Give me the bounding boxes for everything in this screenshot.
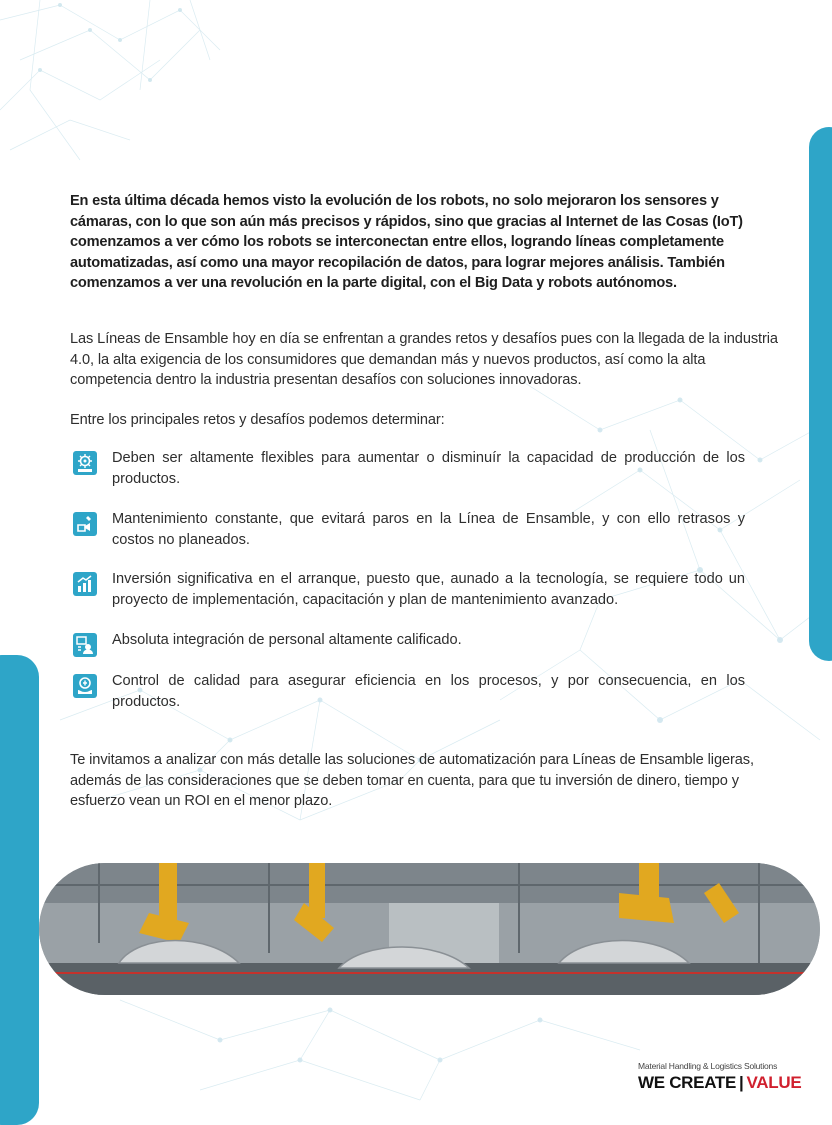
logo-tagline: Material Handling & Logistics Solutions xyxy=(638,1061,778,1071)
robots-illustration xyxy=(39,863,820,995)
logo-we-create: WE CREATE xyxy=(638,1073,737,1092)
qualified-personnel-icon xyxy=(73,633,97,657)
intro-paragraph: En esta última década hemos visto la evolución de los robots, no solo mejoraron los sensores y cámaras, con lo que son aún más precisos y rápidos, sino que gracias al Internet de las Cosas (IoT) comenzamos a ver cómo los robots se interconectan entre ellos, logrando líneas completamente automatizadas, así como una mayor recopilación de datos, para lograr mejores análisis. También comenzamos a ver una revolución en la parte digital, con el Big Data y robots autónomos. xyxy=(70,193,743,291)
maintenance-wrench-icon xyxy=(73,512,97,536)
challenge-text: Mantenimiento constante, que evitará paros en la Línea de Ensamble, y con ello retrasos y costos no planeados. xyxy=(112,511,745,548)
logo-wordmark xyxy=(638,1073,808,1093)
logo-value: VALUE xyxy=(746,1073,802,1092)
company-logo xyxy=(638,1061,808,1097)
closing-paragraph: Te invitamos a analizar con más detalle las soluciones de automatización para Líneas de Ensamble ligeras, además de las consideraciones que se deben tomar en cuenta, para que tu inversión de dinero, tiempo y esfuerzo vean un ROI en el menor plazo. xyxy=(70,752,754,809)
assembly-line-robots-photo xyxy=(39,863,820,995)
investment-chart-icon xyxy=(73,572,97,596)
right-side-accent-tab xyxy=(809,127,832,661)
logo-separator: | xyxy=(739,1073,744,1092)
challenge-text: Inversión significativa en el arranque, puesto que, aunado a la tecnología, se requiere todo un proyecto de implementación, capacitación y plan de mantenimiento avanzado. xyxy=(112,571,745,608)
quality-control-icon xyxy=(73,674,97,698)
challenge-text: Control de calidad para asegurar eficiencia en los procesos, y por consecuencia, en los productos. xyxy=(112,673,745,710)
challenge-text: Deben ser altamente flexibles para aumentar o disminuír la capacidad de producción de los productos. xyxy=(112,450,745,487)
challenges-context-paragraph: Las Líneas de Ensamble hoy en día se enfrentan a grandes retos y desafíos pues con la llegada de la industria 4.0, la alta exigencia de los consumidores que demandan más y nuevos productos, así como la alta competencia dentro la industria presentan desafíos con soluciones innovadoras. xyxy=(70,331,778,388)
flexibility-gear-icon xyxy=(73,451,97,475)
challenges-list-intro: Entre los principales retos y desafíos podemos determinar: xyxy=(70,412,445,428)
left-side-accent-tab xyxy=(0,655,39,1125)
challenge-text: Absoluta integración de personal altamente calificado. xyxy=(112,632,462,648)
